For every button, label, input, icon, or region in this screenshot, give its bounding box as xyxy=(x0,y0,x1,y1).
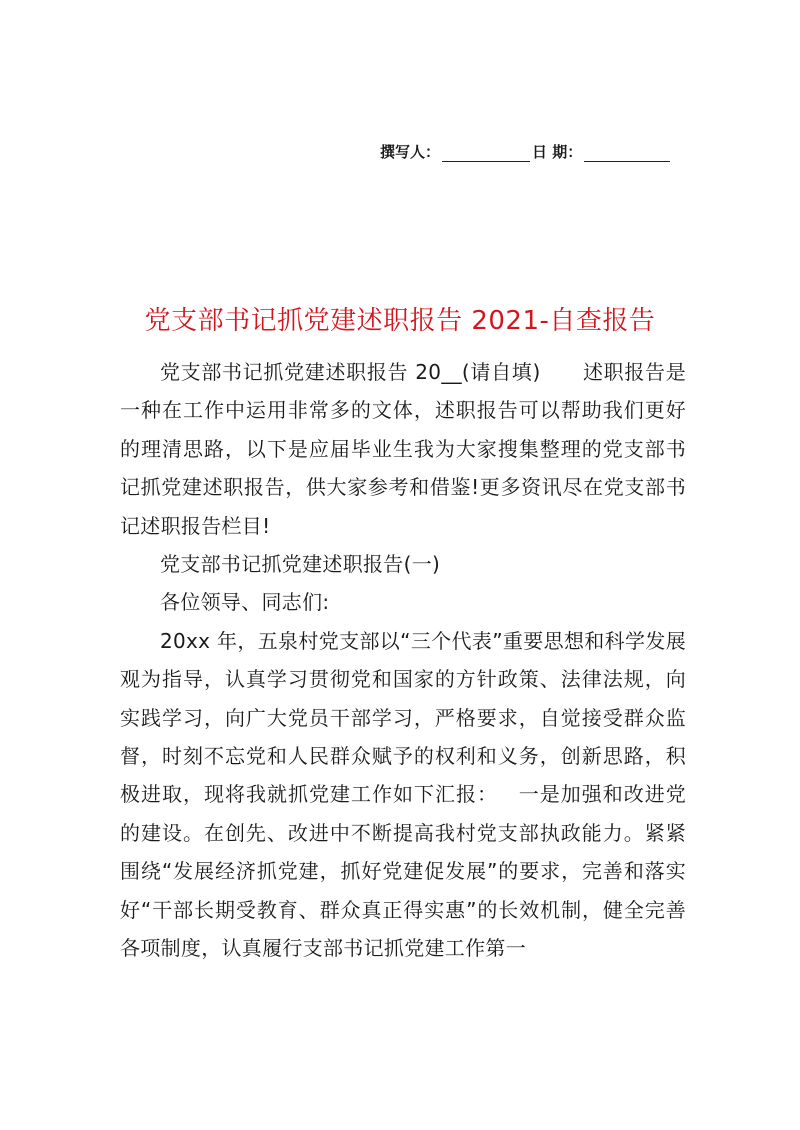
paragraph-salutation: 各位领导、同志们: xyxy=(160,590,330,615)
intro-text: 述职报告是一种在工作中运用非常多的文体，述职报告可以帮助我们更好的理清思路，以下是应届毕业生我为大家搜集整理的党支部书记抓党建述职报告，供大家参考和借鉴!更多资讯尽在党支部书记述职报告栏目! xyxy=(120,360,687,538)
intro-heading: 党支部书记抓党建述职报告 20__(请自填) xyxy=(160,360,541,384)
paragraph-subtitle: 党支部书记抓党建述职报告(一) xyxy=(160,552,441,577)
report-text: 20xx 年，五泉村党支部以“三个代表”重要思想和科学发展观为指导，认真学习贯彻党和国家的方针政策、法律法规，向实践学习，向广大党员干部学习，严格要求，自觉接受群众监督，时刻不忘党和人民群众赋予的权利和义务，创新思路，积极进取，现将我就抓党建工作如下汇报： xyxy=(120,628,686,807)
paragraph-intro xyxy=(120,353,686,545)
date-blank xyxy=(584,147,670,162)
document-body xyxy=(120,353,686,968)
document-title: 党支部书记抓党建述职报告 2021-自查报告 xyxy=(144,306,656,336)
date-label: 日 期： xyxy=(532,143,583,161)
paragraph-report xyxy=(120,622,686,968)
report-point-one: 一是加强和改进党的建设。在创先、改进中不断提高我村党支部执政能力。紧紧围绕“发展经济抓党建，抓好党建促发展”的要求，完善和落实好“干部长期受教育、群众真正得实惠”的长效机制，健全完善各项制度，认真履行支部书记抓党建工作第一 xyxy=(120,782,686,961)
author-label: 撰写人： xyxy=(380,143,441,161)
author-blank xyxy=(442,147,530,162)
author-date-line xyxy=(380,138,680,162)
